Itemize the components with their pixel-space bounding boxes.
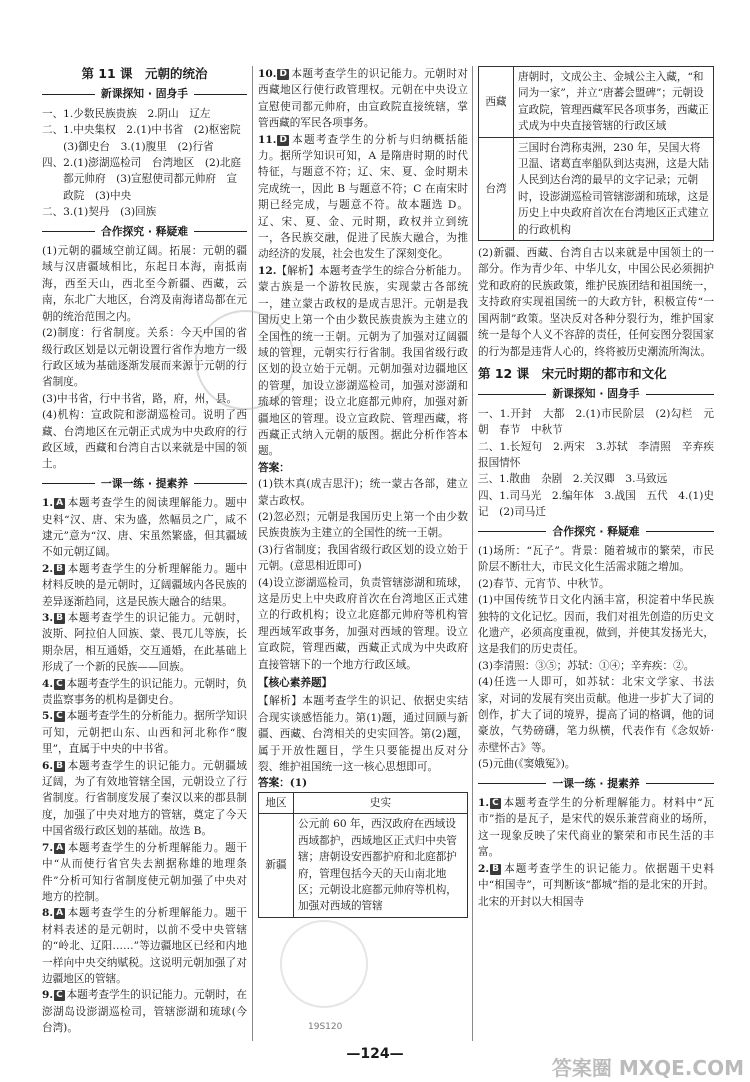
question-item <box>258 132 468 263</box>
question-explanation: 本题考查学生的分析理解能力。题干中“从而使行省官失去割据称雄的地理条件”分析可知行省制度使元朝加强了中央对地方的控制。 <box>42 841 247 903</box>
answer-line: 都元帅府 (3)宣慰使司都元帅府 宣 <box>42 173 238 186</box>
answer-badge: A <box>56 908 64 919</box>
answer-line: (3)行省制度；我国省级行政区划的设立始于元朝。(意思相近即可) <box>258 543 468 573</box>
column-left <box>42 66 247 1037</box>
question-number: 2. <box>42 562 54 575</box>
answer-badge: D <box>279 69 287 79</box>
question-list <box>258 66 468 460</box>
answer-badge: B <box>492 863 499 874</box>
column-right <box>478 66 725 910</box>
question-explanation: 本题考查学生的分析能力。据所学知识可知，元朝把山东、山西和河北称作“腹里”，直属于中央的中书省。 <box>42 710 247 756</box>
answer-line: (5)元曲(《窦娥冤》)。 <box>478 758 576 771</box>
answer-block <box>478 406 725 521</box>
history-table <box>258 792 468 918</box>
answer-badge: B <box>56 760 63 771</box>
answer-block <box>258 476 468 673</box>
question-item <box>42 987 247 1036</box>
question-number: 1. <box>42 497 54 510</box>
answer-block <box>478 543 714 773</box>
history-table <box>478 66 714 241</box>
question-item <box>42 561 247 610</box>
answer-line: (1)元朝的疆域空前辽阔。拓展：元朝的疆域与汉唐疆域相比，东起日本海，南抵南海，西至天山，西北至今新疆、西藏，云南，东北广大地区，台湾及南海诸岛都在元朝的统治范围之内。 <box>42 245 247 323</box>
answer-line: (2)春节、元宵节、中秋节。 <box>478 577 610 590</box>
question-number: 9. <box>42 989 54 1002</box>
section-banner: 新课探知 · 固身手 <box>42 86 247 102</box>
question-explanation: 本题考查学生的识记能力。元朝时，在澎湖岛设澎湖巡检司，管辖澎湖和琉球(今台湾)。 <box>42 989 247 1035</box>
answer-line: 二、3.(1)契丹 (3)回族 <box>42 206 157 219</box>
question-number: 5. <box>42 710 54 723</box>
question-explanation: 本题考查学生的分析理解能力。题中材料反映的是元朝时，辽阔疆域内各民族的差异逐渐趋同，这是民族大融合的结果。 <box>42 562 247 608</box>
answer-line: 二、1.长短句 2.两宋 3.苏轼 李清照 辛弃疾 报国情怀 <box>478 440 725 469</box>
question-number: 10. <box>258 68 277 80</box>
question-item <box>42 905 247 987</box>
lesson-title: 第 12 课 宋元时期的都市和文化 <box>478 365 667 381</box>
question-number: 2. <box>478 862 490 875</box>
question-item <box>478 795 714 861</box>
question-number: 11. <box>258 133 277 146</box>
question-number: 1. <box>478 797 490 810</box>
question-item <box>42 495 247 561</box>
answer-line: (4)任选一人即可，如苏轼：北宋文学家、书法家，对词的发展有突出贡献。他进一步扩大了词的创作，扩大了词的境界，提高了词的格调，他的词豪放，气势磅礴，笔力纵横，代表作有《念奴娇·赤壁怀古》等。 <box>478 676 714 754</box>
question-item <box>42 610 247 676</box>
answer-line: (3)李清照：③⑤；苏轼：①④；辛弃疾：②。 <box>478 659 695 672</box>
table-cell-fact: 三国时台湾称夷洲，230 年，吴国大将卫温、诸葛直率船队到达夷洲，这是大陆人民到达台湾的最早的文字记录；元朝时，设澎湖巡检司管辖澎湖和琉球，这是历史上中央政府首次在台湾地区正式建立的行政机构 <box>514 137 714 240</box>
answer-badge: D <box>279 134 287 145</box>
seal-stamp <box>280 920 368 1008</box>
answer-line: (2)忽必烈；元朝是我国历史上第一个由少数民族贵族为主建立的全国性的统一王朝。 <box>258 510 468 540</box>
answer-text: (2)新疆、西藏、台湾自古以来就是中国领土的一部分。作为青少年、中华儿女，中国公民必须拥护党和政府的民族政策，维护民族团结和祖国统一，支持政府实现祖国统一的大政方针，积极宣传“一国两制”政策。坚决反对各种分裂行为，维护国家统一是每个人义不容辞的责任，任何妄图分裂国家的行为都是违背人心的，终将被历史潮流所淘汰。 <box>478 247 714 358</box>
answer-badge: C <box>56 711 63 722</box>
question-explanation: 本题考查学生的分析理解能力。题干材料表述的是元朝时，以前不受中央管辖的“岭北、辽阳……”等边疆地区已经和内地一样向中央交纳赋税。这说明元朝加强了对边疆地区的管辖。 <box>42 907 247 985</box>
question-item <box>258 66 468 132</box>
answer-line: 政院 (3)中央 <box>42 189 132 202</box>
answer-badge: B <box>56 613 63 623</box>
core-text: 【解析】本题考查学生的识记、依据史实结合现实谈感悟能力。第(1)题，通过回顾与新疆、西藏、台湾相关的史实回答。第(2)题，属于开放性题目，学生只要能提出反对分裂、维护祖国统一这一核心思想即可。 <box>258 695 468 774</box>
answer-block <box>42 243 247 473</box>
answer-line: 三、1.散曲 杂剧 2.关汉卿 3.马致远 <box>478 473 668 486</box>
question-explanation: 【解析】本题考查学生的综合分析能力。蒙古族是一个游牧民族，实现蒙古各部统一，建立蒙古政权的是成吉思汗。元朝是我国历史上第一个由少数民族贵族为主建立的全国性的统一王朝。元朝为了加强对辽阔疆域的管理，元朝实行行省制。我国省级行政区划的设立始于元朝。元朝加强对边疆地区的管理，加设立澎湖巡检司，加强对澎湖和琉球的管理；设立北庭都元帅府，加强对新疆地区的管理。设立宣政院、管理西藏，将西藏正式纳入元朝的版图。据此分析作答本题。 <box>258 264 468 458</box>
page-number: —124— <box>346 1046 404 1062</box>
answer-badge: C <box>492 798 499 809</box>
column-divider <box>472 66 473 1041</box>
table-cell-fact: 公元前 60 年，西汉政府在西域设西域都护，西域地区正式归中央管辖；唐朝设安西都护府和北庭都护府，管理包括今天的天山南北地区；元朝设北庭都元帅府等机构，加强对西域的管辖 <box>294 814 468 917</box>
question-list <box>478 795 714 910</box>
question-number: 3. <box>42 612 54 624</box>
question-explanation: 本题考查学生的分析理解能力。材料中“瓦市”指的是瓦子，是宋代的娱乐兼营商业的场所，这一现象反映了宋代商业的繁荣和市民生活的丰富。 <box>478 797 714 859</box>
table-row <box>259 814 468 917</box>
answer-line: 一、1.少数民族贵族 2.阴山 辽左 <box>42 107 211 120</box>
table-cell-fact: 唐朝时，文成公主、金城公主入藏，“和同为一家”，并立“唐蕃会盟碑”；元朝设宣政院，管理西藏军民各项事务，西藏正式成为中央直接管辖的行政区域 <box>514 67 714 138</box>
answer-label: 答案： <box>258 461 290 474</box>
answer-line: 二、1.中央集权 2.(1)中书省 (2)枢密院 <box>42 124 241 137</box>
table-cell-area: 西藏 <box>479 67 514 138</box>
question-list <box>42 495 247 1036</box>
answer-line: (3)御史台 3.(1)腹里 (2)行省 <box>42 140 214 153</box>
table-cell-area: 新疆 <box>259 814 294 917</box>
table-cell-area: 台湾 <box>479 137 514 240</box>
question-explanation: 本题考查学生的识记能力。元朝时对西藏地区行使行政管理权。元朝在中央设立宣慰使司都元帅府，由宣政院直接统辖，掌管西藏的军民各项事务。 <box>258 68 468 130</box>
core-label: 【核心素养题】 <box>258 677 333 690</box>
question-explanation: 本题考查学生的阅读理解能力。题中史料“汉、唐、宋为盛，然幅员之广，咸不逮元”意为“汉、唐、宋虽然繁盛，但其疆域不如元朝辽阔。 <box>42 497 247 559</box>
question-number: 12. <box>258 264 277 277</box>
column-divider <box>252 66 253 1041</box>
question-item <box>42 840 247 906</box>
question-number: 8. <box>42 907 54 920</box>
question-explanation: 本题考查学生的识记能力。依据题干史料中“相国寺”，可判断该“都城”指的是北宋的开封。北宋的开封以大相国寺 <box>478 862 714 908</box>
answer-badge: B <box>56 563 63 574</box>
section-banner: 一课一练 · 提素养 <box>42 476 247 492</box>
answer-line: (4)设立澎湖巡检司，负责管辖澎湖和琉球，这是历史上中央政府首次在台湾地区正式建立的行政机构；设立北庭都元帅府等机构管理西域军政事务，加强对西域的管理。设立宣政院，管理西藏，西藏正式成为中央政府直接管辖下的一个地方行政区域。 <box>258 576 468 671</box>
question-number: 7. <box>42 841 54 854</box>
section-banner: 合作探究 · 释疑难 <box>42 224 247 240</box>
question-item <box>478 861 714 910</box>
section-banner: 一课一练 · 提素养 <box>478 776 714 792</box>
answer-badge: A <box>56 498 64 509</box>
core-answer: 答案：(1) <box>258 777 308 790</box>
question-explanation: 本题考查学生的分析与归纳概括能力。据所学知识可知，A 是隋唐时期的时代特征，与题意不符；辽、宋、夏、金时期未完成统一，因此 B 与题意不符；C 在南宋时期已经完成，与题意不符。故本题选 D。辽、宋、夏、金、元时期，政权并立到统一，各民族交融，促进了民族大融合，为推动经济的发展，社会也发生了深刻变化。 <box>258 133 468 261</box>
answer-line: 四、2.(1)澎湖巡检司 台湾地区 (2)北庭 <box>42 157 242 170</box>
answer-badge: A <box>56 842 64 853</box>
question-item <box>42 676 247 709</box>
question-explanation: 本题考查学生的识记能力。元朝疆域辽阔，为了有效地管辖全国，元朝设立了行省制度。行省制度发展了秦汉以来的郡县制度，加强了中央对地方的管辖，奠定了今天中国省级行政区划的基础。故选 B。 <box>42 759 247 838</box>
answer-badge: C <box>56 678 63 689</box>
answer-block <box>42 106 247 221</box>
answer-line: (2)制度：行省制度。关系：今天中国的省级行政区划是以元朝设置行省作为地方一级行政区域为基础逐渐发展而来源于元朝的行省制度。 <box>42 327 247 389</box>
table-row <box>479 137 714 240</box>
answer-line: (3)中书省，行中书省，路，府，州，县。 <box>42 392 238 405</box>
question-item <box>42 708 247 757</box>
question-explanation: 本题考查学生的识记能力。元朝时，波斯、阿拉伯人回族、蒙、畏兀儿等族，长期杂居，相互通婚，交互通婚，在此基础上形成了一个新的民族——回族。 <box>42 612 247 674</box>
question-number: 4. <box>42 677 54 690</box>
watermark: 答案圈 MXQE.COM <box>551 1056 744 1080</box>
table-header: 地区 <box>259 792 294 813</box>
table-header: 史实 <box>294 792 468 813</box>
question-explanation: 本题考查学生的识记能力。元朝时，负责监察事务的机构是御史台。 <box>42 677 247 707</box>
answer-line: 四、1.司马光 2.编年体 3.战国 五代 4.(1)史记 (2)司马迁 <box>478 489 714 519</box>
answer-line: (1)铁木真(成吉思汗)；统一蒙古各部，建立蒙古政权。 <box>258 478 468 507</box>
question-item <box>42 758 247 840</box>
answer-line: (1)中国传统节日文化内涵丰富，积淀着中华民族独特的文化记忆。因而，我们对祖先创造的历史文化遗产，必须高度重视，做到，并使其发扬光大，这是我们的历史责任。 <box>478 594 714 656</box>
column-middle <box>258 66 468 918</box>
section-banner: 新课探知 · 固身手 <box>478 386 714 402</box>
section-banner: 合作探究 · 释疑难 <box>478 524 714 540</box>
question-number: 6. <box>42 759 54 772</box>
lesson-title: 第 11 课 元朝的统治 <box>81 66 208 81</box>
page-code: 19S120 <box>308 1022 343 1032</box>
answer-line: 一、1.开封 大都 2.(1)市民阶层 (2)勾栏 元朝 春节 中秋节 <box>478 407 714 437</box>
table-row <box>479 67 714 138</box>
answer-badge: C <box>56 990 63 1001</box>
answer-line: (1)场所：“瓦子”。背景：随着城市的繁荣，市民阶层不断壮大，市民文化生活需求随之增加。 <box>478 544 714 574</box>
answer-line: (4)机构：宣政院和澎湖巡检司。说明了西藏、台湾地区在元朝正式成为中央政府的行政区域，西藏和台湾自古以来就是中国的领土。 <box>42 409 247 471</box>
question-item <box>258 263 468 460</box>
